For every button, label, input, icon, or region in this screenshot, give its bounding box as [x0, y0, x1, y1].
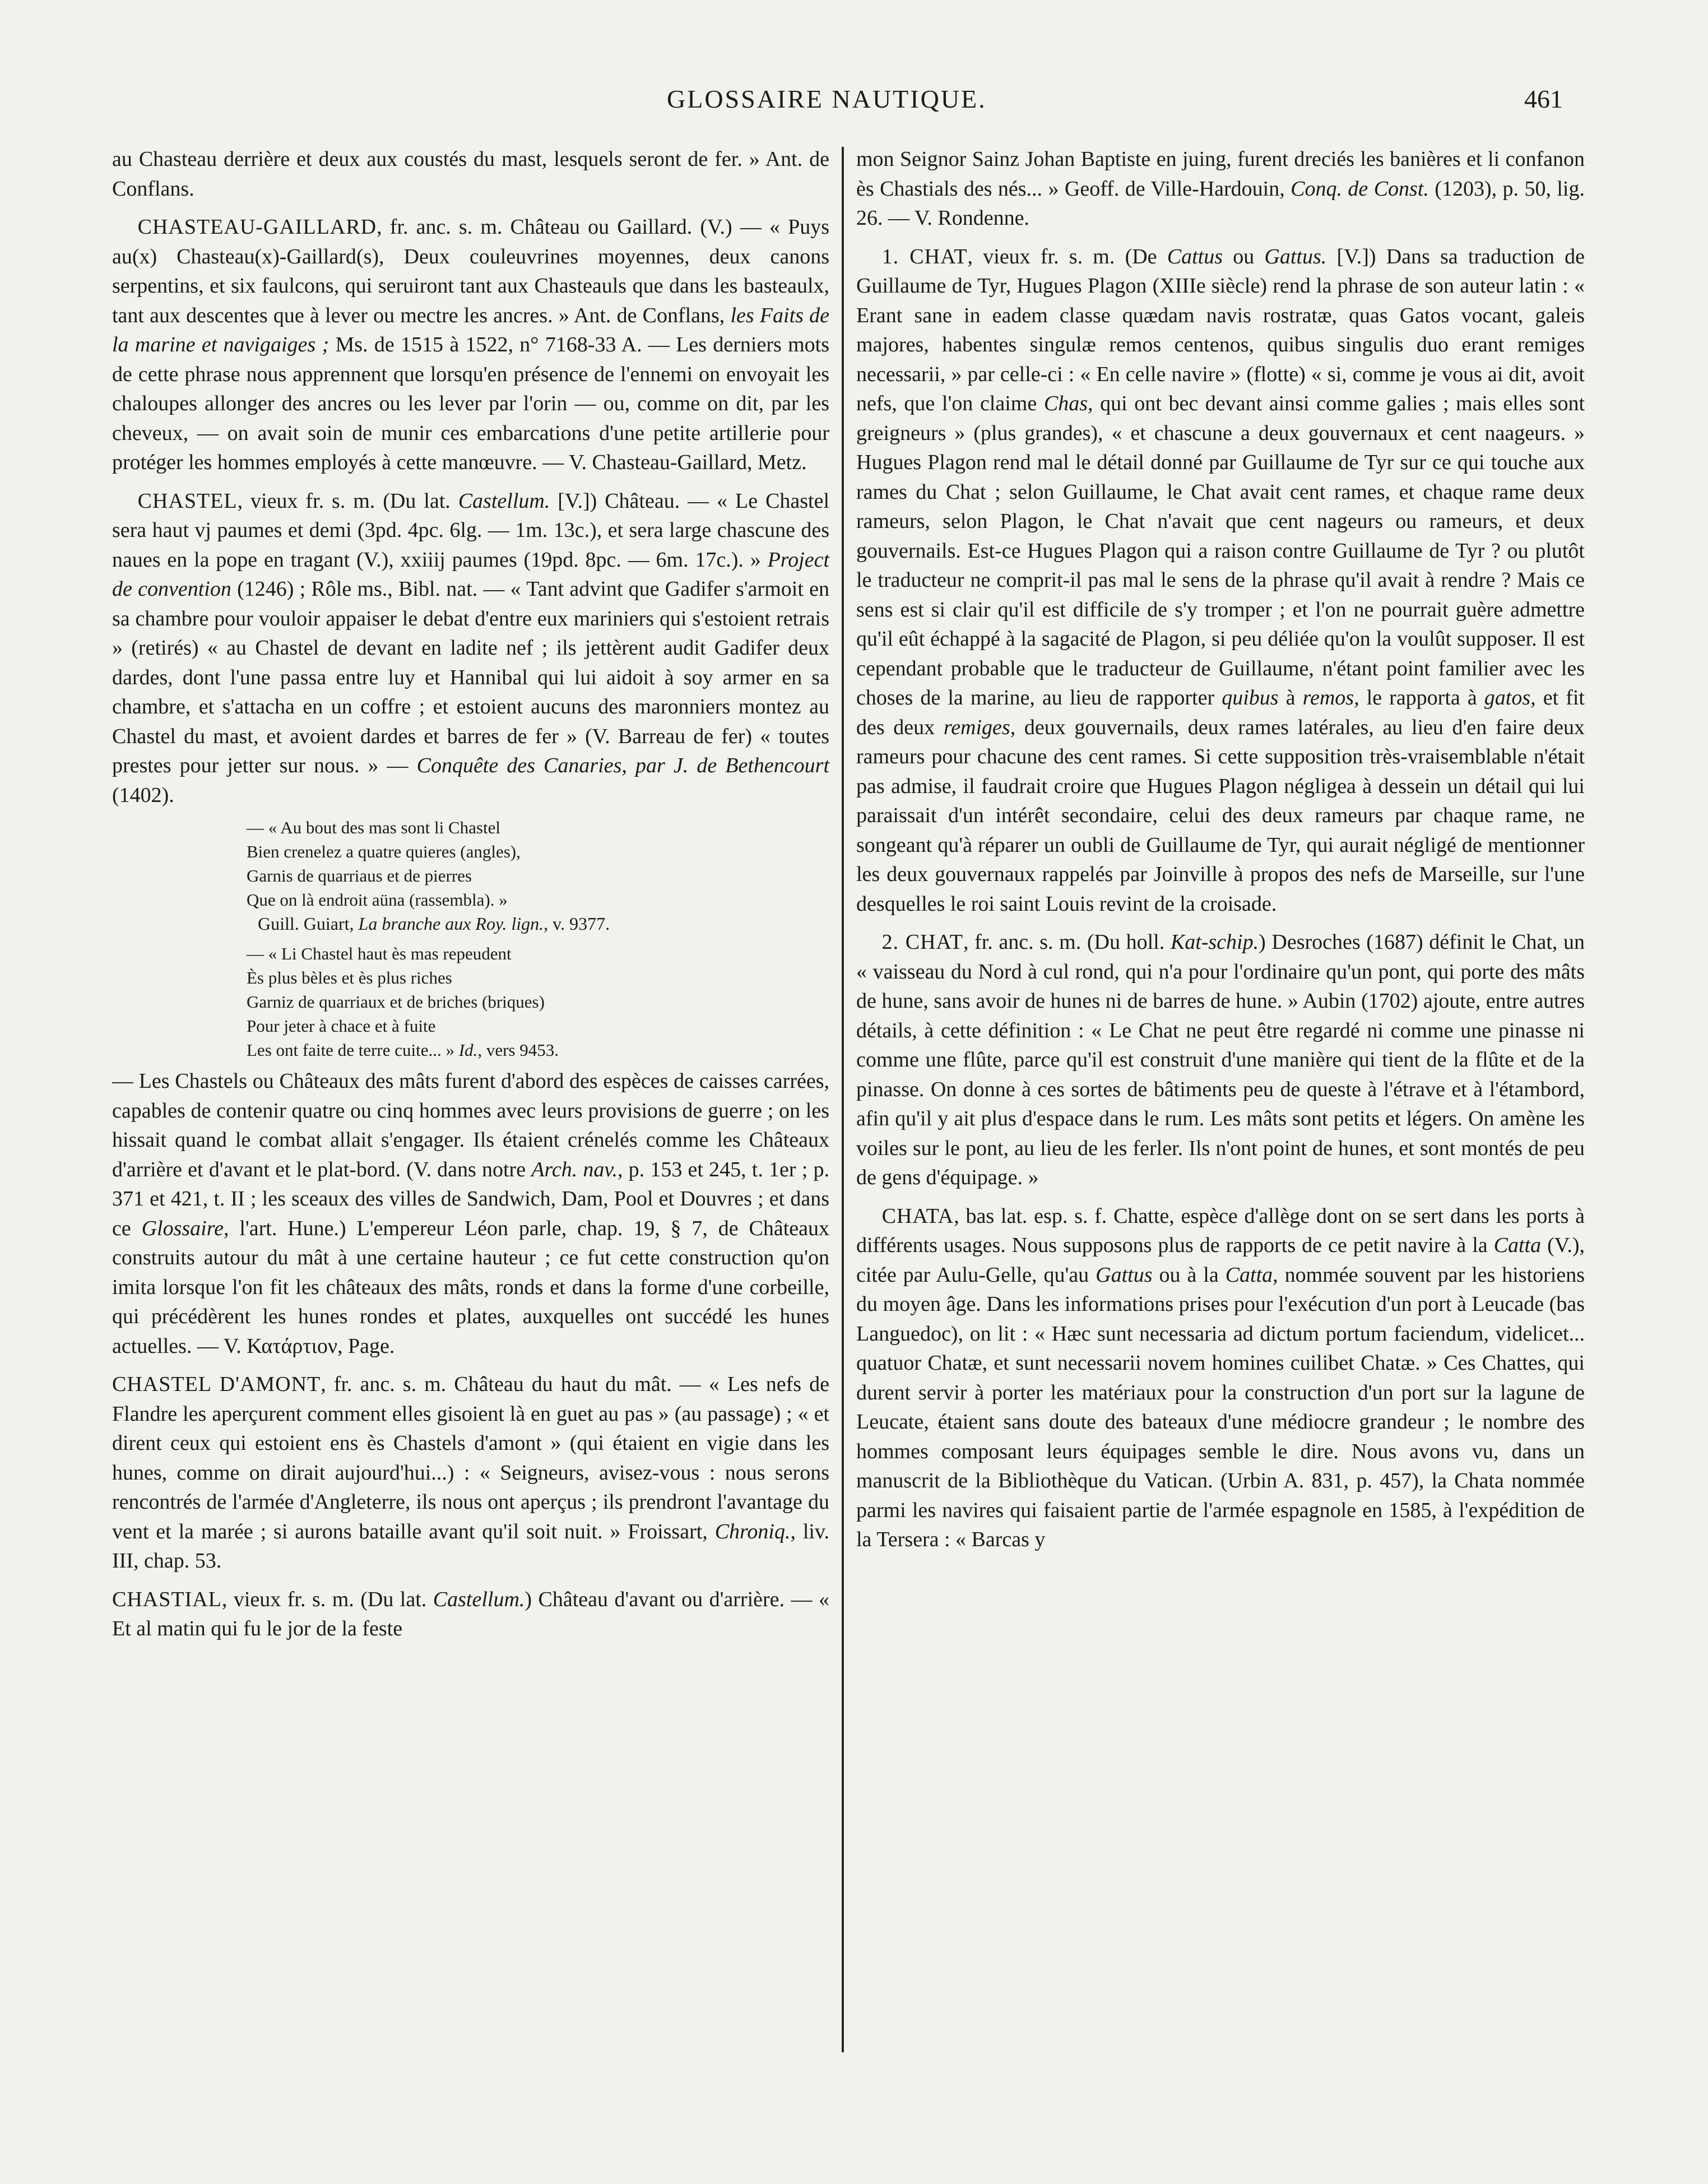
entry-italic: Catta, — [1225, 1263, 1278, 1287]
entry-italic: quibus — [1222, 686, 1279, 710]
entry-italic: remiges, — [943, 715, 1016, 739]
entry-headword: CHATA — [881, 1204, 954, 1228]
citation-work: La branche aux Roy. lign. — [358, 914, 544, 934]
entry-text: , vieux fr. s. m. (Du lat. — [221, 1587, 433, 1611]
verse-line-with-citation — [247, 1038, 829, 1062]
entry-italic: Castellum. — [433, 1587, 525, 1611]
entry-text: , bas lat. esp. s. f. Chatte, espèce d'allège dont on se sert dans les ports à différents usages. Nous supposons plus de rapports de ce petit navire à la — [856, 1204, 1585, 1257]
entry-italic: Project de convention — [112, 548, 829, 601]
entry-text: (1203), p. 50, lig. 26. — V. Rondenne. — [856, 177, 1585, 230]
entry-text: à — [1278, 686, 1303, 710]
verse-quote — [247, 942, 829, 1062]
entry-chastial — [112, 1585, 829, 1644]
entry-text: — Les Chastels ou Châteaux des mâts furent d'abord des espèces de caisses carrées, capables de contenir quatre ou cinq hommes avec leurs provisions de guerre ; on les hissait quand le combat allait s'engager. Ils étaient crénelés comme les Châteaux d'arrière et d'avant et le plat-bord. (V. dans notre — [112, 1069, 829, 1181]
entry-text: (V.), citée par Aulu-Gelle, qu'au — [856, 1234, 1585, 1287]
entry-italic: Conquête des Canaries, par J. de Bethencourt — [416, 754, 829, 777]
entry-chasteau-gaillard — [112, 212, 829, 477]
entry-text: nommée souvent par les historiens du moyen âge. Dans les informations prises pour l'exécution d'un port à Leucade (bas Languedoc), on lit : « Hæc sunt necessaria ad dictum portum faciendum, videlicet... quatuor Chatæ, et sunt necessarii novem homines cuilibet Chatæ. » Ces Chattes, qui durent servir à porter les matériaux pour la construction d'un port sur la lagune de Leucate, étaient sans doute des bateaux d'une médiocre grandeur ; le nombre des hommes composant leurs équipages semble le dire. Nous avons vu, dans un manuscrit de la Bibliothèque du Vatican. (Urbin A. 831, p. 457), la Chata nommée parmi les navires qui faisaient partie de l'armée espagnole en 1585, à l'expédition de la Tersera : « Barcas y — [856, 1263, 1585, 1551]
paragraph-chastels — [112, 1067, 829, 1361]
entry-headword: 1. CHAT — [881, 244, 968, 268]
verse-line: Pour jeter à chace et à fuite — [247, 1016, 436, 1036]
entry-text: [V.]) Château. — « Le Chastel sera haut vj paumes et demi (3pd. 4pc. 6lg. — 1m. 13c.), et sera large chascune des naues en la pope en tragant (V.), xxiiij paumes (19pd. 8pc. — 6m. 17c.). » — [112, 489, 829, 572]
entry-text: [V.]) Dans sa traduction de Guillaume de Tyr, Hugues Plagon (XIIIe siècle) rend la phrase de son auteur latin : « Erant sane in eadem classe quædam navis rostratæ, quas Gatos vocant, galeis majores, habentes singulæ remos centenos, quibus singulis duo erant remiges necessarii, » par celle-ci : « En celle navire » (flotte) « si, comme je vous ai dit, avoit nefs, que l'on claime — [856, 244, 1585, 415]
verse-line: Garnis de quarriaus et de pierres — [247, 866, 472, 885]
entry-text: deux gouvernails, deux rames latérales, au lieu d'en faire deux rameurs pour chacune des cent rames. Si cette supposition très-vraisemblable n'était pas admise, il faudrait croire que Hugues Plagon négligea à dessein un détail qui lui paraissait d'un intérêt secondaire, celui des deux rameurs par chaque rame, ne songeant qu'à réparer un oubli de Guillaume de Tyr, qui aurait négligé de mentionner les deux gouvernaux rappelés par Joinville à propos des nefs de Marseille, sur l'une desquelles le roi saint Louis revint de la croisade. — [856, 715, 1585, 916]
entry-text: , vieux fr. s. m. (De — [967, 244, 1167, 268]
entry-text: et fit des deux — [856, 686, 1585, 739]
entry-headword: CHASTIAL — [112, 1587, 222, 1611]
page-title: GLOSSAIRE NAUTIQUE. — [667, 85, 987, 113]
citation-ref: , v. 9377. — [544, 914, 610, 934]
entry-text: Ms. de 1515 à 1522, n° 7168-33 A. — Les derniers mots de cette phrase nous apprennent que lorsqu'en présence de l'ennemi on envoyait les chaloupes allonger des ancres ou les lever par l'orin — ou, comme on dit, par les cheveux, — on avait soin de munir ces embarcations d'une petite artillerie pour protéger les hommes employés à cette manœuvre. — V. Chasteau-Gaillard, Metz. — [112, 333, 829, 474]
entry-text: , fr. anc. s. m. Château ou Gaillard. (V.) — « Puys au(x) Chasteau(x)-Gaillard(s), Deux couleuvrines moyennes, deux canons serpentins, et six faulcons, qui seruiront tant aux Chasteauls que dans les basteaulx, tant aux descentes que à lever ou mectre les ancres. » Ant. de Conflans, — [112, 215, 829, 327]
entry-text: (1402). — [112, 783, 174, 807]
entry-chastel — [112, 486, 829, 810]
entry-text: (1246) ; Rôle ms., Bibl. nat. — « Tant advint que Gadifer s'armoit en sa chambre pour vouloir appaiser le debat d'entre eux mariniers qui s'estoient retrais » (retirés) « au Chastel de devant en ladite nef ; ils jettèrent audit Gadifer deux dardes, dont l'une passa entre luy et Hannibal qui lui aidoit à soy armer en sa chambre, et s'attacha en un coffre ; et estoient aucuns des maronniers montez au Chastel du mast, et avoient dardes et barres de fer » (V. Barreau de fer) « toutes prestes pour jetter sur nous. » — — [112, 577, 829, 777]
entry-text: mon Seignor Sainz Johan Baptiste en juing, furent dreciés les banières et li confanon ès Chastials des nés... » Geoff. de Ville-Hardouin, — [856, 147, 1585, 201]
entry-italic: Gattus. — [1264, 244, 1327, 268]
entry-text: le rapporta à — [1359, 686, 1484, 710]
verse-line: Que on là endroit aüna (rassembla). » — [247, 890, 508, 910]
entry-italic: Gattus — [1096, 1263, 1153, 1287]
entry-text: ) Château d'avant ou d'arrière. — « Et al matin qui fu le jor de la feste — [112, 1587, 829, 1640]
verse-quote — [247, 815, 829, 936]
entry-italic: Castellum. — [458, 489, 550, 513]
entry-italic: Arch. nav. — [531, 1157, 618, 1181]
paragraph-continuation: au Chasteau derrière et deux aux coustés du mast, lesquels seront de fer. » Ant. de Conflans. — [112, 147, 829, 201]
entry-chastel-damont — [112, 1370, 829, 1576]
citation-ref: , vers 9453. — [477, 1040, 559, 1060]
entry-headword: CHASTEL D'AMONT — [112, 1372, 321, 1396]
entry-text: , l'art. Hune.) L'empereur Léon parle, chap. 19, § 7, de Châteaux construits autour du mât à une certaine hauteur ; ce fut cette construction qu'on imita lorsque l'on fit les châteaux des mâts, ronds et dans la forme d'une corbeille, qui précédèrent les hunes rondes et plates, auxquelles ont succédé les hunes actuelles. — V. Κατάρτιον, Page. — [112, 1216, 830, 1358]
entry-text: , fr. anc. s. m. Château du haut du mât. — « Les nefs de Flandre les aperçurent comment elles gisoient là en guet au pas » (au passage) ; « et dirent ceux qui estoient ens ès Chastels d'amont » (qui étaient en vigie dans les hunes, comme on dirait aujourd'hui...) : « Seigneurs, avisez-vous : nous serons rencontrés de l'armée d'Angleterre, ils nous ont aperçus ; ils prendront l'avantage du vent et la marée ; si aurons bataille avant qu'il soit nuit. » Froissart, — [112, 1372, 829, 1543]
verse-line: — « Li Chastel haut ès mas repeudent — [247, 944, 512, 963]
entry-text: qui ont bec devant ainsi comme galies ; mais elles sont greigneurs » (plus grandes), « et chascune a deux gouvernaux et cent naageurs. » Hugues Plagon rend mal le détail donné par Guillaume de Tyr sur ce qui touche aux rames du Chat ; selon Guillaume, le Chat avait cent rames, et chaque rame deux rameurs, selon Plagon, le Chat n'avait que cent nageurs ou rameurs, et deux gouvernails. Est-ce Hugues Plagon qui a raison contre Guillaume de Tyr ? ou plutôt le traducteur ne comprit-il pas mal le sens de la phrase qu'il avait à rendre ? Mais ce sens est si clair qu'il est difficile de s'y tromper ; et l'on ne pourrait guère admettre qu'il eût échappé à la sagacité de Plagon, si peu déliée qu'on la voulût supposer. Il est cependant probable que le traducteur de Guillaume, n'étant point familier avec les choses de la marine, au lieu de rapporter — [856, 392, 1585, 710]
page-number: 461 — [1524, 85, 1563, 113]
entry-text: , liv. III, chap. 53. — [112, 1519, 829, 1573]
entry-headword: CHASTEAU-GAILLARD — [137, 215, 377, 239]
verse-line: Ès plus bèles et ès plus riches — [247, 968, 452, 987]
entry-italic: les Faits de la marine et navigaiges ; — [112, 303, 829, 356]
entry-text: , fr. anc. s. m. (Du holl. — [963, 930, 1171, 954]
entry-italic: Catta — [1493, 1234, 1542, 1257]
entry-italic: remos, — [1302, 686, 1359, 710]
right-column — [856, 145, 1585, 1555]
citation-work: Id. — [458, 1040, 478, 1060]
left-column — [112, 145, 829, 1644]
entry-text: ou à la — [1152, 1263, 1226, 1287]
entry-chata — [856, 1202, 1585, 1555]
entry-italic: gatos, — [1484, 686, 1536, 710]
paragraph-continuation — [856, 145, 1585, 233]
entry-headword: 2. CHAT — [881, 930, 963, 954]
entry-italic: Cattus — [1167, 244, 1223, 268]
entry-italic: Chas, — [1043, 392, 1093, 415]
entry-text: , vieux fr. s. m. (Du lat. — [237, 489, 458, 513]
entry-italic: Kat-schip. — [1170, 930, 1259, 954]
verse-line: Garniz de quarriaux et de briches (briques) — [247, 992, 545, 1012]
verse-line: Les ont faite de terre cuite... » — [247, 1040, 454, 1060]
verse-citation — [258, 912, 829, 936]
entry-italic: Conq. de Const. — [1291, 177, 1429, 201]
entry-italic: Glossaire — [141, 1216, 224, 1240]
verse-line: Bien crenelez a quatre quieres (angles), — [247, 842, 521, 861]
entry-chat-2 — [856, 928, 1585, 1193]
entry-text: ou — [1223, 244, 1265, 268]
entry-chat-1 — [856, 242, 1585, 919]
column-divider — [842, 147, 844, 2052]
entry-text: , p. 153 et 245, t. 1er ; p. 371 et 421, t. II ; les sceaux des villes de Sandwich, Dam, Pool et Douvres ; et dans ce — [112, 1157, 829, 1240]
entry-italic: Chroniq. — [714, 1519, 791, 1543]
entry-headword: CHASTEL — [137, 489, 238, 513]
page-header — [0, 84, 1708, 123]
verse-line: — « Au bout des mas sont li Chastel — [247, 818, 500, 837]
entry-text: ) Desroches (1687) définit le Chat, un « vaisseau du Nord à cul rond, qui n'a pour l'ordinaire qu'un pont, qui porte des mâts de hune, sans avoir de hunes ni de barres de hune. » Aubin (1702) ajoute, entre autres détails, à cette définition : « Le Chat ne peut être regardé ni comme une pinasse ni comme une flûte, parce qu'il est construit d'une manière qui tient de la flûte et de la pinasse. On donne à ces sortes de bâtiments peu de queste à l'étrave et à l'étambord, afin qu'il y ait plus d'espace dans le rum. Les mâts sont petits et légers. On amène les voiles sur le pont, au lieu de les ferler. Ils n'ont point de hunes, et sont montés de peu de gens d'équipage. » — [856, 930, 1585, 1189]
citation-author: Guill. Guiart, — [258, 914, 354, 934]
